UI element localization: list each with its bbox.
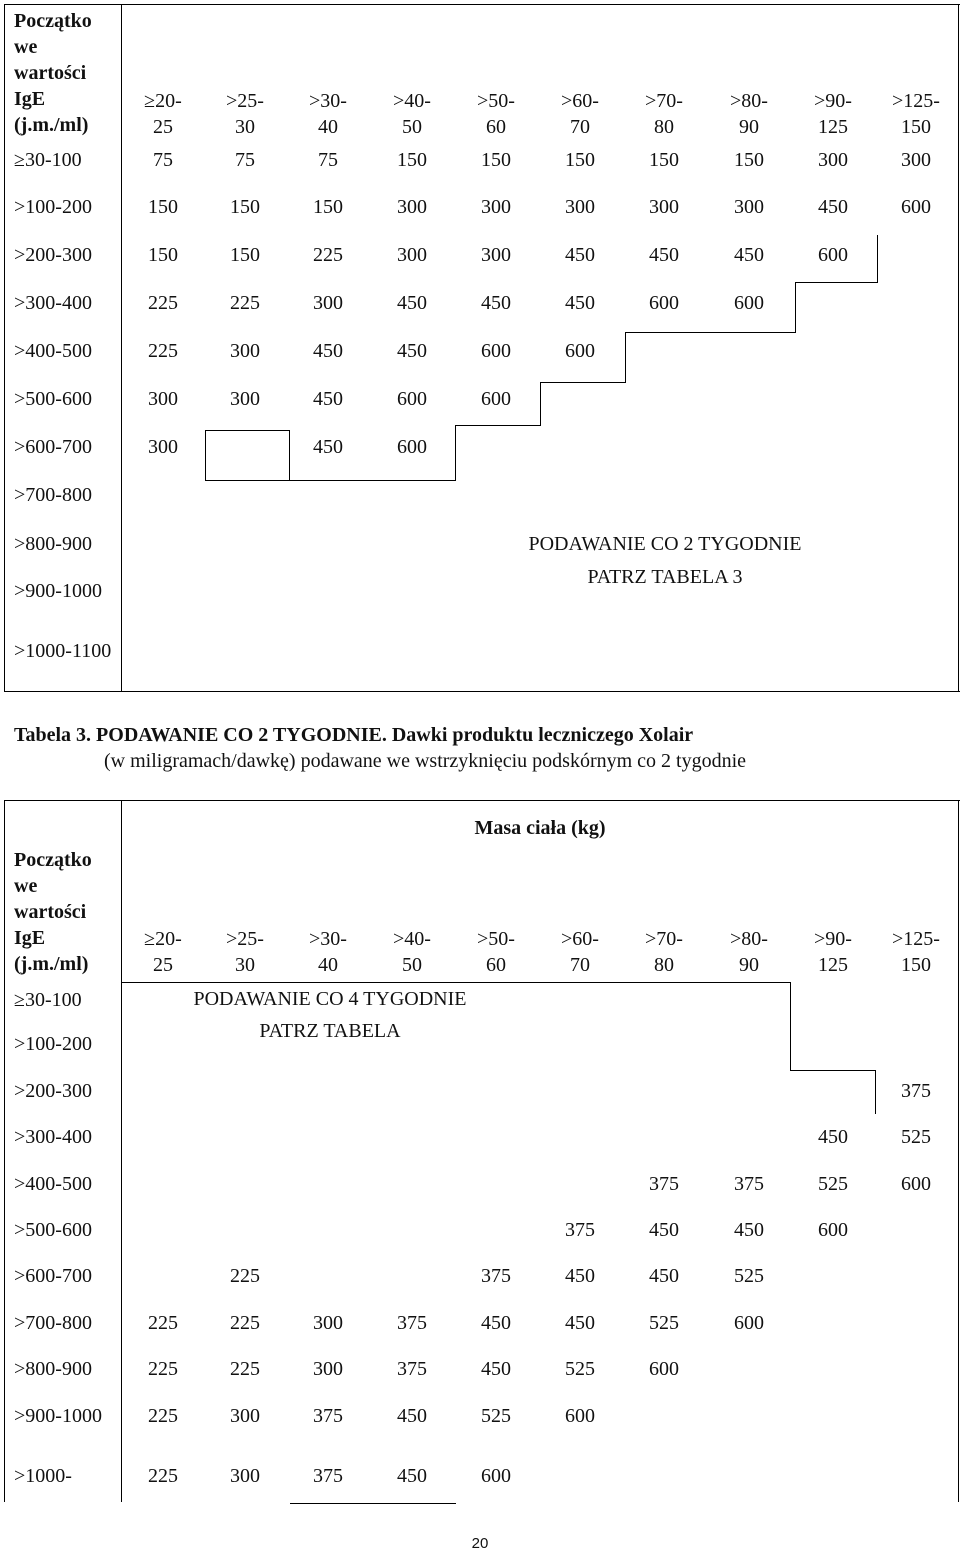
weight-header-line2: 40 — [318, 116, 338, 138]
dose-cell: 600 — [397, 388, 427, 410]
dose-cell: 225 — [230, 1312, 260, 1334]
dose-cell: 600 — [481, 340, 511, 362]
weight-header-line1: >25- — [226, 928, 264, 950]
weight-header-line1: >125- — [892, 928, 940, 950]
dose-cell: 150 — [148, 244, 178, 266]
ige-row-label: >700-800 — [14, 484, 92, 506]
dose-cell: 450 — [481, 1312, 511, 1334]
weight-header-line2: 25 — [153, 954, 173, 976]
dose-cell: 150 — [230, 244, 260, 266]
weight-header-line2: 60 — [486, 116, 506, 138]
dose-cell: 450 — [649, 1219, 679, 1241]
dose-cell: 150 — [565, 149, 595, 171]
dose-cell: 450 — [481, 292, 511, 314]
ige-row-label: >500-600 — [14, 1219, 92, 1241]
dose-cell: 75 — [235, 149, 255, 171]
dose-cell: 150 — [649, 149, 679, 171]
dose-cell: 525 — [734, 1265, 764, 1287]
dose-cell: 600 — [734, 1312, 764, 1334]
dose-cell: 600 — [649, 1358, 679, 1380]
dose-cell: 375 — [397, 1358, 427, 1380]
dose-cell: 300 — [148, 436, 178, 458]
weight-header-line1: >30- — [309, 90, 347, 112]
weight-header-line1: >60- — [561, 928, 599, 950]
dose-cell: 450 — [397, 340, 427, 362]
dose-cell: 375 — [649, 1173, 679, 1195]
dose-cell: 225 — [230, 1358, 260, 1380]
ige-row-label: >900-1000 — [14, 1405, 102, 1427]
dose-cell: 450 — [565, 1265, 595, 1287]
dose-cell: 150 — [230, 196, 260, 218]
weight-header-line1: >80- — [730, 90, 768, 112]
dose-cell: 225 — [148, 340, 178, 362]
table-caption-line1: Tabela 3. PODAWANIE CO 2 TYGODNIE. Dawki produktu leczniczego Xolair — [14, 724, 694, 746]
ige-row-label: >100-200 — [14, 1033, 92, 1055]
weight-header-line2: 80 — [654, 954, 674, 976]
dose-cell: 450 — [313, 436, 343, 458]
weight-header-line1: >80- — [730, 928, 768, 950]
dose-cell: 75 — [318, 149, 338, 171]
dose-cell: 150 — [397, 149, 427, 171]
weight-header-line2: 90 — [739, 954, 759, 976]
dose-cell: 450 — [397, 1465, 427, 1487]
dose-cell: 225 — [230, 1265, 260, 1287]
dose-cell: 225 — [313, 244, 343, 266]
ige-row-label: >800-900 — [14, 533, 92, 555]
ige-row-label: >400-500 — [14, 340, 92, 362]
dose-cell: 525 — [649, 1312, 679, 1334]
weight-column-header — [538, 926, 622, 978]
ige-row-label: >300-400 — [14, 1126, 92, 1148]
weight-header-line2: 125 — [818, 954, 848, 976]
weight-header-line1: >60- — [561, 90, 599, 112]
weight-column-header — [874, 88, 958, 140]
weight-header-line1: >50- — [477, 928, 515, 950]
dose-cell: 375 — [901, 1080, 931, 1102]
dose-cell: 450 — [734, 1219, 764, 1241]
weight-header-line1: >25- — [226, 90, 264, 112]
dose-cell: 450 — [481, 1358, 511, 1380]
dose-cell: 600 — [649, 292, 679, 314]
dose-cell: 150 — [481, 149, 511, 171]
dose-cell: 450 — [818, 1126, 848, 1148]
dose-cell: 150 — [148, 196, 178, 218]
dose-cell: 525 — [565, 1358, 595, 1380]
weight-header-line2: 125 — [818, 116, 848, 138]
ige-row-label: >400-500 — [14, 1173, 92, 1195]
dose-cell: 225 — [148, 292, 178, 314]
ige-row-label: ≥30-100 — [14, 989, 82, 1011]
weight-column-header — [622, 88, 706, 140]
dose-cell: 75 — [153, 149, 173, 171]
dose-cell: 600 — [481, 1465, 511, 1487]
weight-header-line1: >40- — [393, 928, 431, 950]
weight-header-line2: 70 — [570, 116, 590, 138]
dose-cell: 300 — [818, 149, 848, 171]
weight-header-line1: >90- — [814, 90, 852, 112]
weight-column-header — [454, 88, 538, 140]
ige-row-label: >600-700 — [14, 436, 92, 458]
dose-cell: 225 — [230, 292, 260, 314]
dose-cell: 150 — [313, 196, 343, 218]
dose-cell: 450 — [565, 244, 595, 266]
weight-column-header — [874, 926, 958, 978]
dose-cell: 300 — [565, 196, 595, 218]
dose-cell: 600 — [901, 1173, 931, 1195]
dose-cell: 600 — [397, 436, 427, 458]
weight-header-line1: >125- — [892, 90, 940, 112]
dose-cell: 300 — [481, 244, 511, 266]
dose-cell: 300 — [230, 388, 260, 410]
ige-row-label: >200-300 — [14, 244, 92, 266]
dose-cell: 375 — [313, 1405, 343, 1427]
dose-cell: 300 — [901, 149, 931, 171]
table1-note-line1: PODAWANIE CO 2 TYGODNIE — [528, 533, 802, 555]
weight-header-line2: 40 — [318, 954, 338, 976]
weight-column-header — [121, 88, 205, 140]
ige-row-label: >500-600 — [14, 388, 92, 410]
dose-cell: 225 — [148, 1358, 178, 1380]
dose-cell: 600 — [565, 340, 595, 362]
table1-note-line2: PATRZ TABELA 3 — [587, 566, 743, 588]
weight-column-header — [707, 88, 791, 140]
dose-cell: 300 — [230, 340, 260, 362]
weight-column-header — [538, 88, 622, 140]
dose-cell: 450 — [818, 196, 848, 218]
weight-column-header — [203, 88, 287, 140]
weight-header-line2: 50 — [402, 116, 422, 138]
dose-cell: 525 — [818, 1173, 848, 1195]
ige-row-label: >200-300 — [14, 1080, 92, 1102]
dose-cell: 525 — [481, 1405, 511, 1427]
dose-cell: 450 — [565, 1312, 595, 1334]
dose-cell: 300 — [481, 196, 511, 218]
weight-column-header — [121, 926, 205, 978]
dose-cell: 450 — [397, 1405, 427, 1427]
dose-cell: 225 — [148, 1465, 178, 1487]
dose-cell: 300 — [230, 1465, 260, 1487]
weight-header-line2: 70 — [570, 954, 590, 976]
weight-column-header — [370, 926, 454, 978]
weight-column-header — [707, 926, 791, 978]
weight-header-line2: 80 — [654, 116, 674, 138]
weight-header-line1: ≥20- — [144, 90, 182, 112]
dose-cell: 300 — [313, 1358, 343, 1380]
mass-header: Masa ciała (kg) — [474, 817, 606, 839]
dose-cell: 450 — [313, 340, 343, 362]
dose-cell: 600 — [481, 388, 511, 410]
dose-cell: 600 — [734, 292, 764, 314]
dose-cell: 450 — [734, 244, 764, 266]
dose-cell: 375 — [397, 1312, 427, 1334]
ige-row-label: >300-400 — [14, 292, 92, 314]
dose-cell: 375 — [565, 1219, 595, 1241]
ige-row-label: >700-800 — [14, 1312, 92, 1334]
weight-column-header — [203, 926, 287, 978]
dose-cell: 300 — [313, 292, 343, 314]
weight-header-line1: ≥20- — [144, 928, 182, 950]
weight-header-line2: 90 — [739, 116, 759, 138]
ige-column-header: Początko we wartości IgE (j.m./ml) — [14, 10, 92, 136]
table-caption-line2: (w miligramach/dawkę) podawane we wstrzyknięciu podskórnym co 2 tygodnie — [104, 750, 747, 772]
weight-header-line2: 30 — [235, 116, 255, 138]
dose-cell: 375 — [481, 1265, 511, 1287]
dose-cell: 150 — [734, 149, 764, 171]
ige-row-label: >100-200 — [14, 196, 92, 218]
dose-cell: 300 — [313, 1312, 343, 1334]
weight-header-line1: >70- — [645, 928, 683, 950]
dose-cell: 450 — [397, 292, 427, 314]
dose-cell: 300 — [397, 196, 427, 218]
weight-header-line1: >40- — [393, 90, 431, 112]
dose-cell: 450 — [649, 244, 679, 266]
dose-cell: 375 — [313, 1465, 343, 1487]
weight-header-line1: >50- — [477, 90, 515, 112]
weight-header-line2: 150 — [901, 116, 931, 138]
dose-cell: 375 — [734, 1173, 764, 1195]
weight-header-line1: >70- — [645, 90, 683, 112]
dose-cell: 300 — [397, 244, 427, 266]
dose-cell: 600 — [565, 1405, 595, 1427]
weight-column-header — [622, 926, 706, 978]
dose-cell: 450 — [313, 388, 343, 410]
dose-cell: 300 — [148, 388, 178, 410]
dose-cell: 450 — [649, 1265, 679, 1287]
weight-column-header — [286, 88, 370, 140]
weight-header-line2: 30 — [235, 954, 255, 976]
page-number: 20 — [471, 1535, 489, 1552]
weight-column-header — [370, 88, 454, 140]
weight-header-line1: >90- — [814, 928, 852, 950]
dose-cell: 600 — [818, 244, 848, 266]
weight-column-header — [791, 88, 875, 140]
weight-header-line1: >30- — [309, 928, 347, 950]
dose-cell: 225 — [148, 1405, 178, 1427]
dose-cell: 300 — [734, 196, 764, 218]
dose-cell: 300 — [649, 196, 679, 218]
dose-cell: 600 — [818, 1219, 848, 1241]
weight-column-header — [286, 926, 370, 978]
dose-cell: 525 — [901, 1126, 931, 1148]
weight-column-header — [454, 926, 538, 978]
dose-cell: 600 — [901, 196, 931, 218]
weight-header-line2: 60 — [486, 954, 506, 976]
dose-cell: 450 — [565, 292, 595, 314]
ige-row-label: >800-900 — [14, 1358, 92, 1380]
table2-note-line1: PODAWANIE CO 4 TYGODNIE — [193, 988, 467, 1010]
ige-row-label: ≥30-100 — [14, 149, 82, 171]
ige-row-label: >1000-1100 — [14, 640, 112, 662]
ige-row-label: >900-1000 — [14, 580, 102, 602]
dose-cell: 225 — [148, 1312, 178, 1334]
ige-row-label: >600-700 — [14, 1265, 92, 1287]
table2-note-line2: PATRZ TABELA — [259, 1020, 401, 1042]
weight-column-header — [791, 926, 875, 978]
dose-cell: 300 — [230, 1405, 260, 1427]
ige-column-header-2: Początko we wartości IgE (j.m./ml) — [14, 849, 92, 975]
weight-header-line2: 50 — [402, 954, 422, 976]
ige-row-label: >1000- — [14, 1465, 72, 1487]
weight-header-line2: 150 — [901, 954, 931, 976]
weight-header-line2: 25 — [153, 116, 173, 138]
